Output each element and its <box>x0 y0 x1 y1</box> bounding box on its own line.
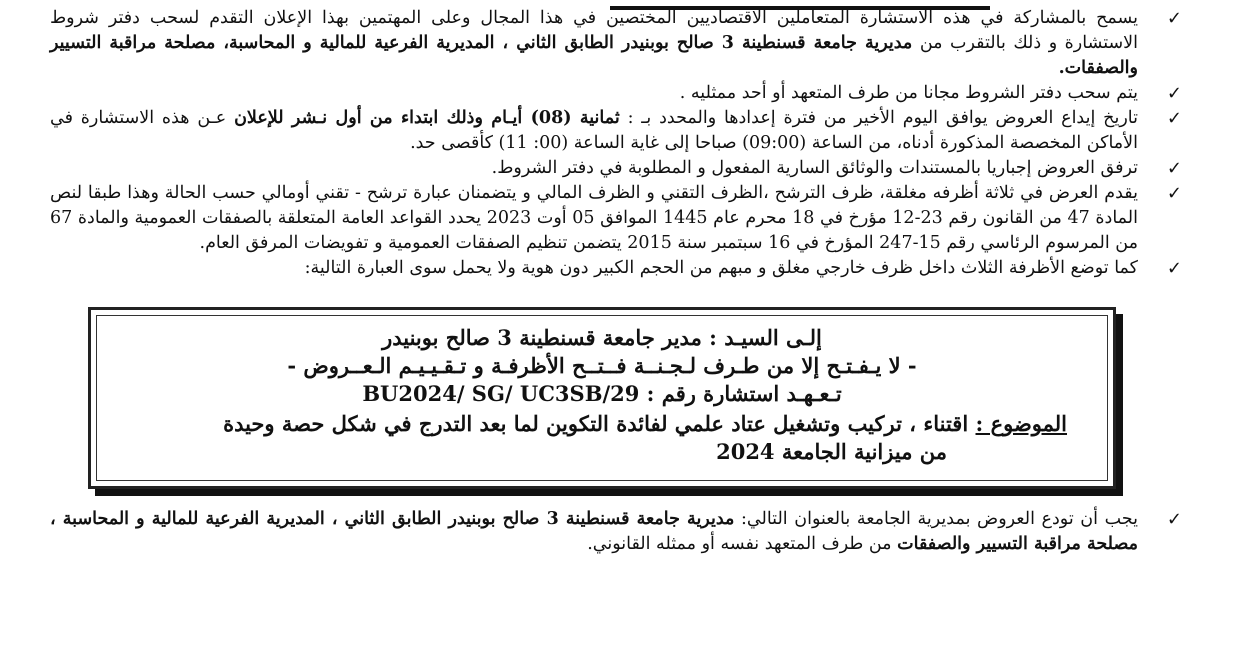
consultation-ref-number: BU2024/ SG/ UC3SB/29 <box>362 381 640 406</box>
deadline-hours: عـن هذه الاستشارة في الأماكن المخصصة المذكورة أدناه، من الساعة (09:00) صباحا إلى غاية الساعة (00: 11) كأقصى حد. <box>50 108 1138 153</box>
deadline-text: تاريخ إيداع العروض يوافق اليوم الأخير من فترة إعدادها والمحدد بـ : <box>627 108 1138 128</box>
paragraph-deadline <box>50 106 1182 156</box>
subject-budget: من ميزانية الجامعة 2024 <box>716 439 947 464</box>
deadline-duration: ثمانية (08) أيـام وذلك ابتداء من أول نـشر للإعلان <box>234 108 620 128</box>
checkmark-icon: ✓ <box>1166 108 1182 129</box>
paragraph-envelopes <box>50 181 1182 256</box>
checkmark-icon: ✓ <box>1166 258 1182 279</box>
paragraph-withdrawal <box>50 81 1182 106</box>
withdrawal-text: يتم سحب دفتر الشروط مجانا من طرف المتعهد أو أحد ممثليه . <box>679 83 1138 103</box>
paragraph-deposit <box>50 507 1182 557</box>
checkmark-icon: ✓ <box>1166 158 1182 179</box>
document-page <box>0 6 1240 656</box>
subject-label: الموضوع : <box>975 411 1067 436</box>
subject-text: اقتناء ، تركيب وتشغيل عتاد علمي لفائدة التكوين لما بعد التدرج في شكل حصة وحيدة <box>223 411 969 436</box>
checkmark-icon: ✓ <box>1166 83 1182 104</box>
checkmark-icon: ✓ <box>1166 183 1182 204</box>
notice-consultation-ref <box>137 380 1067 408</box>
paragraph-documents <box>50 156 1182 181</box>
paragraph-participation <box>50 6 1182 81</box>
deposit-text: يجب أن تودع العروض بمديرية الجامعة بالعنوان التالي: <box>741 509 1138 529</box>
consultation-ref-label: تـعـهـد استشارة رقم : <box>646 381 842 406</box>
envelope-notice-box <box>88 307 1116 489</box>
notice-subject <box>137 410 1067 466</box>
notice-addressee: إلـى السيـد : مدير جامعة قسنطينة 3 صالح بوبنيدر <box>382 325 822 350</box>
documents-text: ترفق العروض إجباريا بالمستندات والوثائق السارية المفعول و المطلوبة في دفتر الشروط. <box>491 158 1138 178</box>
deposit-by: من طرف المتعهد نفسه أو ممثله القانوني. <box>587 534 892 554</box>
participation-address: مديرية جامعة قسنطينة 3 صالح بوبنيدر الطابق الثاني ، المديرية الفرعية للمالية و المحاسبة، مصلحة مراقبة التسيير والصفقات. <box>50 33 1138 78</box>
deposit-address: مديرية جامعة قسنطينة 3 صالح بوبنيدر الطابق الثاني ، المديرية الفرعية للمالية و المحاسبة ، مصلحة مراقبة التسيير والصفقات <box>50 509 1138 554</box>
paragraph-outer-envelope <box>50 256 1182 281</box>
outer-envelope-text: كما توضع الأظرفة الثلاث داخل ظرف خارجي مغلق و مبهم من الحجم الكبير دون هوية ولا يحمل سوى العبارة التالية: <box>304 258 1138 278</box>
envelopes-text: يقدم العرض في ثلاثة أظرفه مغلقة، ظرف الترشح ،الظرف التقني و الظرف المالي و يتضمنان عبارة ترشح - تقني أومالي حسب الحالة وهذا طبقا لنص المادة 47 من القانون رقم 23-12 مؤرخ في 18 محرم عام 1445 الموافق 05 أوت 2023 يحدد القواعد العامة المتعلقة بالصفقات العمومية والمادة 67 من المرسوم الرئاسي رقم 15-247 المؤرخ في 16 سبتمبر سنة 2015 يتضمن تنظيم الصفقات العمومية و تفويضات المرفق العام. <box>50 183 1138 253</box>
notice-do-not-open: - لا يـفـتـح إلا من طـرف لـجـنــة فــتــح الأظرفـة و تـقـيـيـم الـعــروض - <box>287 353 917 378</box>
checkmark-icon: ✓ <box>1166 509 1182 530</box>
participation-text: يسمح بالمشاركة في هذه الاستشارة المتعاملين الاقتصاديين المختصين في هذا المجال وعلى المهتمين بهذا الإعلان التقدم لسحب دفتر شروط الاستشارة و ذلك بالتقرب من <box>50 8 1138 53</box>
envelope-notice-content <box>96 315 1108 481</box>
checkmark-icon: ✓ <box>1166 8 1182 29</box>
